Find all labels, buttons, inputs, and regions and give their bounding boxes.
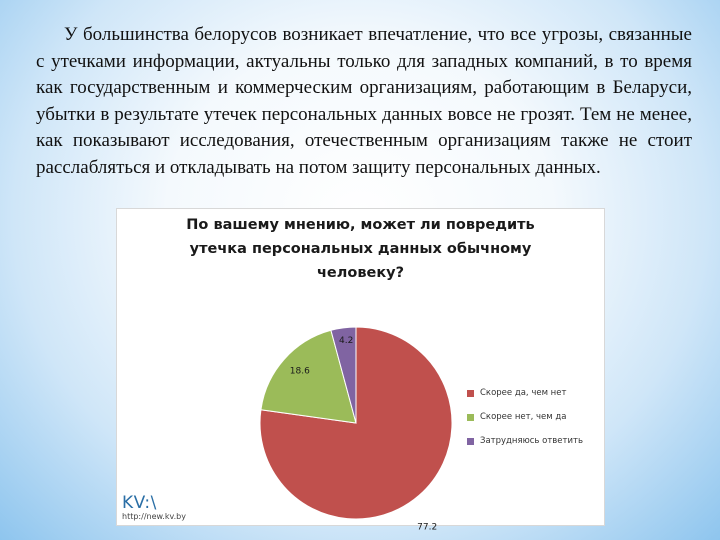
slice-value-label: 77.2 [417,522,438,533]
body-paragraph: У большинства белорусов возникает впечатление, что все угрозы, связанные с утечками информации, актуальны только для западных компаний, в то время как государственным и коммерческим организациям, работающим в Беларуси, убытки в результате утечек персональных данных вовсе не грозят. Тем не менее, как показывают исследования, отечественным организациям также не стоит расслабляться и откладывать на потом защиту персональных данных. [36,24,692,178]
legend-label: Затрудняюсь ответить [480,436,583,446]
legend-item [467,381,583,405]
slice-value-label: 18.6 [289,366,310,377]
legend-item [467,405,583,429]
slice-value-label: 4.2 [338,335,354,346]
brand-logo: KV:\ [122,493,157,513]
chart-title-line: человеку? [316,265,405,281]
chart-legend [467,381,583,453]
legend-swatch [467,414,474,421]
legend-swatch [467,438,474,445]
chart-title [117,213,604,285]
legend-item [467,429,583,453]
chart-card [116,208,605,533]
legend-label: Скорее нет, чем да [480,412,567,422]
brand-url: http://new.kv.by [122,512,186,521]
chart-title-line: По вашему мнению, может ли повредить [186,217,535,233]
legend-swatch [467,390,474,397]
chart-title-line: утечка персональных данных обычному [189,241,532,257]
legend-label: Скорее да, чем нет [480,388,567,398]
